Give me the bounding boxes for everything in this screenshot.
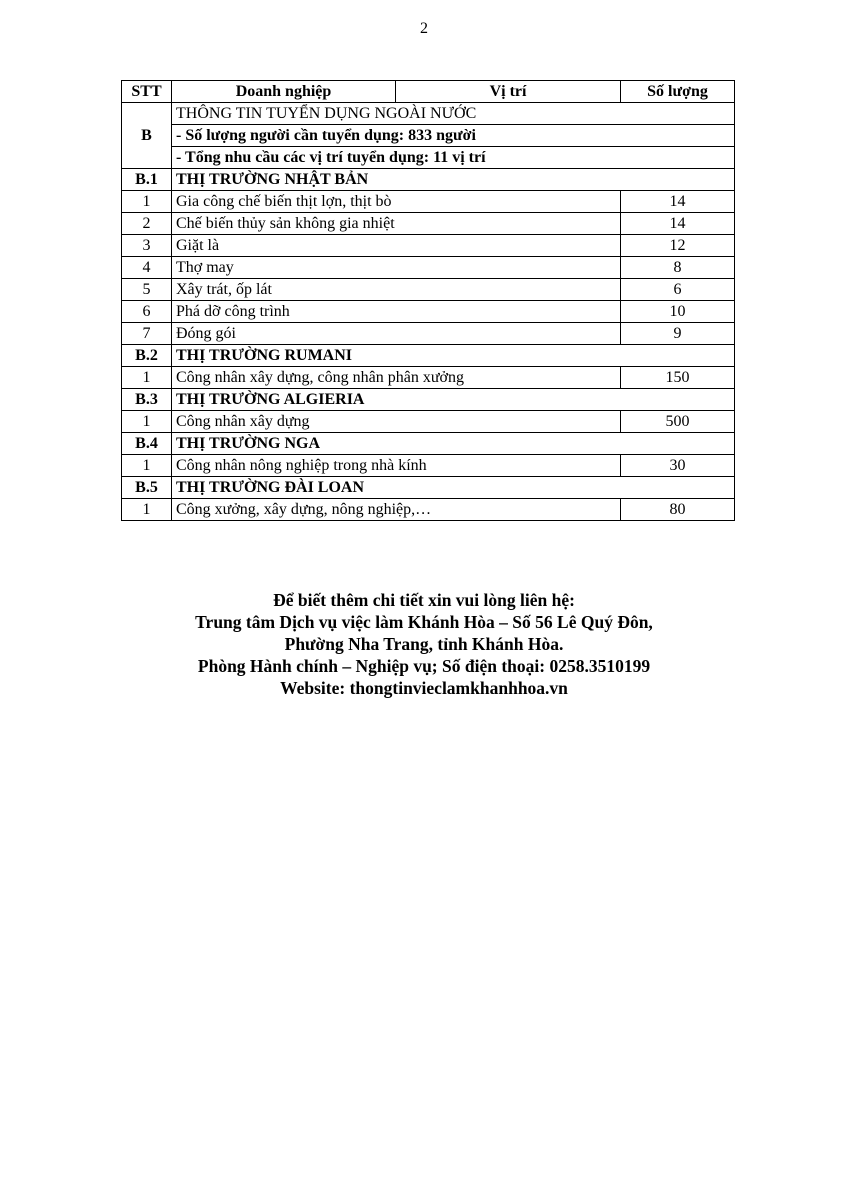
table-row <box>122 323 735 345</box>
row-position: Công nhân xây dựng, công nhân phân xưởng <box>172 367 621 389</box>
section-b-total-people-row <box>122 125 735 147</box>
market-name: THỊ TRƯỜNG RUMANI <box>172 345 735 367</box>
row-position: Công nhân xây dựng <box>172 411 621 433</box>
market-code: B.3 <box>122 389 172 411</box>
row-quantity: 500 <box>621 411 735 433</box>
row-position: Thợ may <box>172 257 621 279</box>
row-stt: 6 <box>122 301 172 323</box>
row-position: Gia công chế biến thịt lợn, thịt bò <box>172 191 621 213</box>
table-row <box>122 191 735 213</box>
row-quantity: 12 <box>621 235 735 257</box>
row-stt: 1 <box>122 411 172 433</box>
footer-address-line1: Trung tâm Dịch vụ việc làm Khánh Hòa – Số 56 Lê Quý Đôn, <box>195 612 653 632</box>
market-row <box>122 345 735 367</box>
header-position: Vị trí <box>396 81 621 103</box>
market-row <box>122 433 735 455</box>
market-code: B.4 <box>122 433 172 455</box>
table-row <box>122 213 735 235</box>
row-position: Xây trát, ốp lát <box>172 279 621 301</box>
row-quantity: 6 <box>621 279 735 301</box>
row-stt: 1 <box>122 455 172 477</box>
row-stt: 1 <box>122 191 172 213</box>
row-position: Công nhân nông nghiệp trong nhà kính <box>172 455 621 477</box>
row-position: Đóng gói <box>172 323 621 345</box>
table-header-row <box>122 81 735 103</box>
footer-phone: Phòng Hành chính – Nghiệp vụ; Số điện thoại: 0258.3510199 <box>197 656 651 676</box>
header-stt: STT <box>122 81 172 103</box>
table-row <box>122 367 735 389</box>
row-quantity: 10 <box>621 301 735 323</box>
market-name: THỊ TRƯỜNG ALGIERIA <box>172 389 735 411</box>
market-row <box>122 169 735 191</box>
market-row <box>122 389 735 411</box>
market-row <box>122 477 735 499</box>
section-b-total-positions-row <box>122 147 735 169</box>
header-quantity: Số lượng <box>621 81 735 103</box>
row-quantity: 80 <box>621 499 735 521</box>
row-quantity: 14 <box>621 191 735 213</box>
section-b-total-positions: - Tổng nhu cầu các vị trí tuyển dụng: 11 vị trí <box>172 147 735 169</box>
section-b-title-row <box>122 103 735 125</box>
contact-footer <box>0 589 848 699</box>
row-stt: 7 <box>122 323 172 345</box>
market-name: THỊ TRƯỜNG NHẬT BẢN <box>172 169 735 191</box>
row-stt: 3 <box>122 235 172 257</box>
row-stt: 2 <box>122 213 172 235</box>
table-row <box>122 411 735 433</box>
row-stt: 4 <box>122 257 172 279</box>
page-number: 2 <box>420 20 428 37</box>
row-quantity: 9 <box>621 323 735 345</box>
table-row <box>122 499 735 521</box>
section-b-title: THÔNG TIN TUYỂN DỤNG NGOÀI NƯỚC <box>172 103 735 125</box>
section-b-code: B <box>122 103 172 169</box>
row-position: Giặt là <box>172 235 621 257</box>
market-code: B.5 <box>122 477 172 499</box>
market-name: THỊ TRƯỜNG ĐÀI LOAN <box>172 477 735 499</box>
footer-address-line2: Phường Nha Trang, tỉnh Khánh Hòa. <box>284 634 564 654</box>
row-quantity: 30 <box>621 455 735 477</box>
market-code: B.1 <box>122 169 172 191</box>
row-position: Phá dỡ công trình <box>172 301 621 323</box>
header-company: Doanh nghiệp <box>172 81 396 103</box>
row-quantity: 8 <box>621 257 735 279</box>
footer-intro: Để biết thêm chi tiết xin vui lòng liên hệ: <box>273 590 575 610</box>
row-quantity: 150 <box>621 367 735 389</box>
row-quantity: 14 <box>621 213 735 235</box>
row-stt: 1 <box>122 367 172 389</box>
footer-website: Website: thongtinvieclamkhanhhoa.vn <box>280 678 568 698</box>
table-row <box>122 257 735 279</box>
row-position: Công xưởng, xây dựng, nông nghiệp,… <box>172 499 621 521</box>
market-name: THỊ TRƯỜNG NGA <box>172 433 735 455</box>
table-row <box>122 235 735 257</box>
recruitment-table <box>121 80 735 521</box>
row-stt: 5 <box>122 279 172 301</box>
table-row <box>122 279 735 301</box>
market-code: B.2 <box>122 345 172 367</box>
table-row <box>122 301 735 323</box>
row-position: Chế biến thủy sản không gia nhiệt <box>172 213 621 235</box>
row-stt: 1 <box>122 499 172 521</box>
table-row <box>122 455 735 477</box>
section-b-total-people: - Số lượng người cần tuyển dụng: 833 người <box>172 125 735 147</box>
